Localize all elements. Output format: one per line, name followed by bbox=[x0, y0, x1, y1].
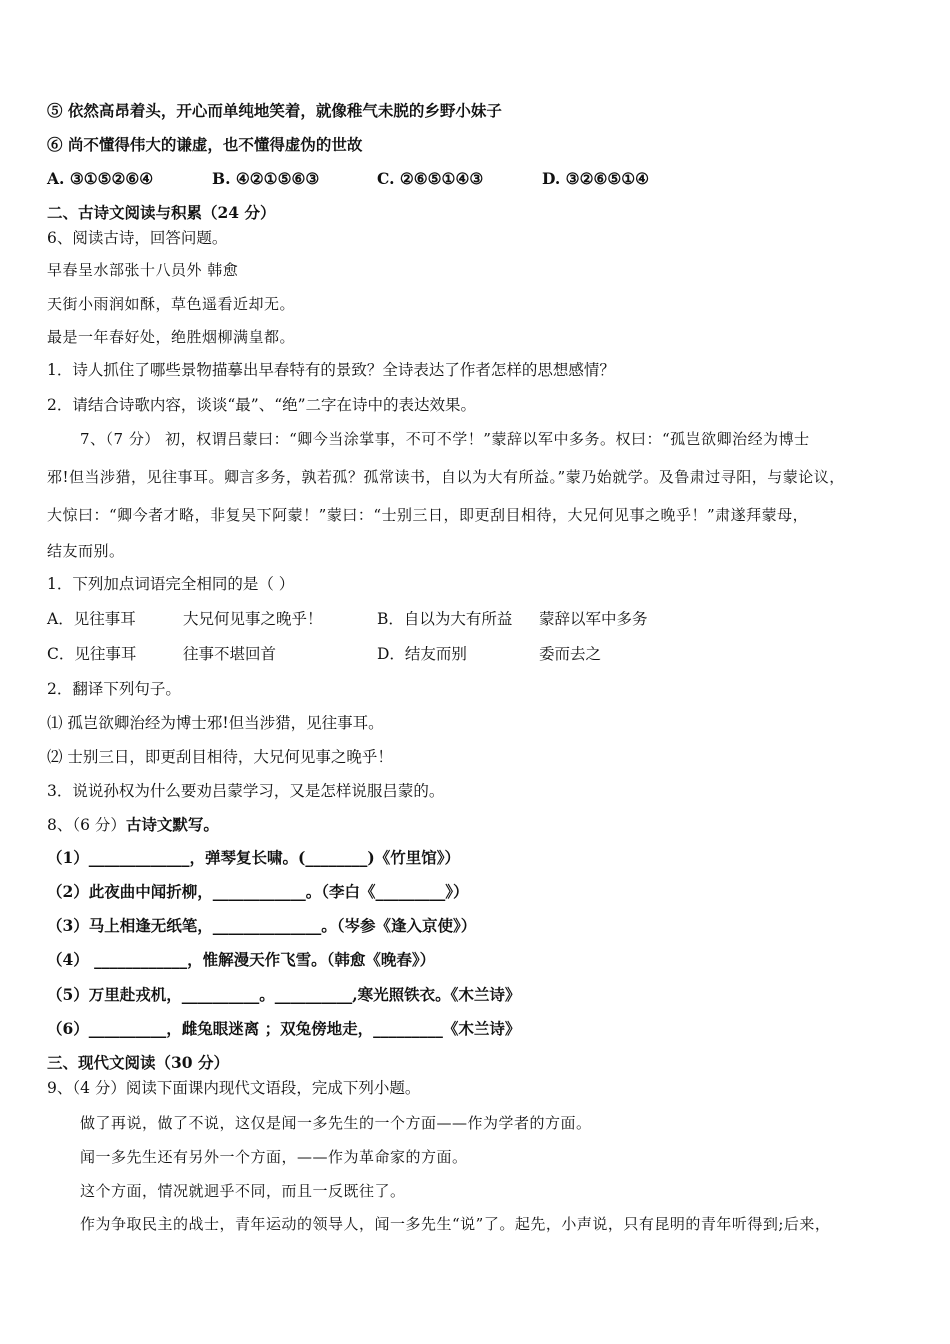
q7-options-row-1 bbox=[47, 609, 747, 629]
q8-prompt-text: 古诗文默写。 bbox=[125, 815, 219, 834]
q7-passage-line-4: 结友而别。 bbox=[47, 542, 125, 560]
q7-passage-line-2: 邪!但当涉猎，见往事耳。卿言多务，孰若孤？孤常读书，自以为大有所益。”蒙乃始就学。及鲁肃过寻阳，与蒙论议， bbox=[47, 468, 845, 486]
q9-paragraph-1: 做了再说，做了不说，这仅是闻一多先生的一个方面——作为学者的方面。 bbox=[80, 1114, 592, 1132]
poem-title: 早春呈水部张十八员外 韩愈 bbox=[47, 261, 239, 279]
poem-line-1: 天街小雨润如酥，草色遥看近却无。 bbox=[47, 295, 296, 313]
q5-option-a: A. ③①⑤②⑥④ bbox=[47, 169, 154, 188]
q7-option-d-2: 委而去之 bbox=[539, 645, 602, 663]
q7-passage-line-1: 7、（7 分） 初，权谓吕蒙曰：“卿今当涂掌事，不可不学！”蒙辞以军中多务。权曰：“孤岂欲卿治经为博士 bbox=[80, 430, 810, 448]
q7-option-d-1: D．结友而别 bbox=[377, 645, 467, 663]
q7-sentence-2: ⑵ 士别三日，即更刮目相待，大兄何见事之晚乎！ bbox=[47, 748, 393, 766]
q8-line-3: （3）马上相逢无纸笔，______________。（岑参《逢入京使》） bbox=[47, 916, 477, 935]
q7-option-c-2: 往事不堪回首 bbox=[183, 645, 277, 663]
q8-prompt-number: 8、（6 分） bbox=[47, 816, 126, 834]
q9-paragraph-2: 闻一多先生还有另外一个方面，——作为革命家的方面。 bbox=[80, 1148, 468, 1166]
q7-passage-line-3: 大惊曰：“卿今者才略，非复吴下阿蒙！”蒙曰：“士别三日，即更刮目相待，大兄何见事之晚乎！”肃遂拜蒙母， bbox=[47, 506, 809, 524]
poem-line-2: 最是一年春好处，绝胜烟柳满皇都。 bbox=[47, 328, 296, 346]
q8-line-4: （4） ____________，惟解漫天作飞雪。（韩愈《晚春》） bbox=[47, 950, 436, 969]
q8-line-2: （2）此夜曲中闻折柳，____________。（李白《_________》） bbox=[47, 882, 469, 901]
q7-option-a-1: A．见往事耳 bbox=[47, 610, 136, 628]
q7-option-b-2: 蒙辞以军中多务 bbox=[539, 610, 648, 628]
q8-line-6: （6）__________，雌兔眼迷离 ；双兔傍地走，_________《木兰诗》 bbox=[47, 1019, 521, 1038]
section-2-heading: 二、古诗文阅读与积累（24 分） bbox=[47, 203, 276, 222]
section-3-heading: 三、现代文阅读（30 分） bbox=[47, 1053, 229, 1072]
q7-sub-1: 1．下列加点词语完全相同的是（ ） bbox=[47, 575, 295, 593]
q9-paragraph-4: 作为争取民主的战士，青年运动的领导人，闻一多先生“说”了。起先，小声说，只有昆明的青年听得到;后来， bbox=[80, 1215, 831, 1233]
q6-sub-1: 1．诗人抓住了哪些景物描摹出早春特有的景致？全诗表达了作者怎样的思想感情？ bbox=[47, 361, 615, 379]
q7-options-row-2 bbox=[47, 644, 747, 664]
q9-paragraph-3: 这个方面，情况就迥乎不同，而且一反既往了。 bbox=[80, 1182, 406, 1200]
q9-prompt: 9、（4 分）阅读下面课内现代文语段，完成下列小题。 bbox=[47, 1079, 421, 1097]
q7-option-c-1: C．见往事耳 bbox=[47, 645, 137, 663]
q5-item-5: ⑤ 依然高昂着头，开心而单纯地笑着，就像稚气未脱的乡野小妹子 bbox=[47, 101, 502, 120]
q5-option-c: C. ②⑥⑤①④③ bbox=[377, 169, 484, 188]
q5-item-6: ⑥ 尚不懂得伟大的谦虚，也不懂得虚伪的世故 bbox=[47, 135, 363, 154]
q5-option-b: B. ④②①⑤⑥③ bbox=[212, 169, 320, 188]
q7-sub-3: 3．说说孙权为什么要劝吕蒙学习，又是怎样说服吕蒙的。 bbox=[47, 782, 445, 800]
q8-line-1: （1）_____________，弹琴复长啸。(________)《竹里馆》） bbox=[47, 848, 460, 867]
q6-sub-2: 2．请结合诗歌内容，谈谈“最”、“绝”二字在诗中的表达效果。 bbox=[47, 396, 477, 414]
q5-option-d: D. ③②⑥⑤①④ bbox=[542, 169, 650, 188]
q7-option-b-1: B．自以为大有所益 bbox=[377, 610, 513, 628]
q7-sub-2: 2．翻译下列句子。 bbox=[47, 680, 181, 698]
q8-line-5: （5）万里赴戎机，__________。__________,寒光照铁衣。《木兰诗》 bbox=[47, 985, 521, 1004]
q7-sentence-1: ⑴ 孤岂欲卿治经为博士邪!但当涉猎，见往事耳。 bbox=[47, 714, 384, 732]
q6-prompt: 6、阅读古诗，回答问题。 bbox=[47, 229, 228, 247]
q7-option-a-2: 大兄何见事之晚乎！ bbox=[183, 610, 323, 628]
q8-prompt bbox=[47, 815, 219, 835]
